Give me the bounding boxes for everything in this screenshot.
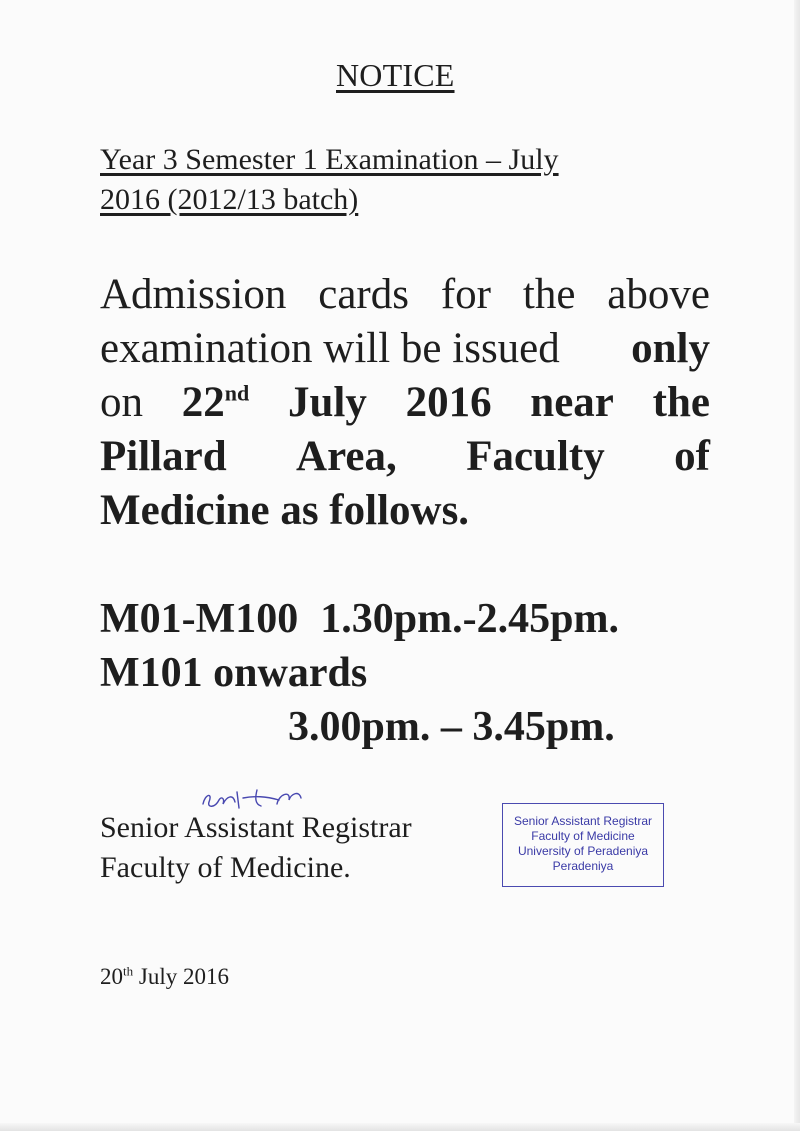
issue-day-ordinal: nd	[224, 380, 250, 406]
announcement-word: near	[530, 379, 614, 426]
announcement-word: for	[440, 271, 491, 318]
announcement-line-2	[100, 322, 710, 376]
schedule-range-group-1: M01-M100	[100, 596, 299, 642]
announcement-word: Faculty	[466, 433, 605, 480]
issue-date-day	[182, 376, 249, 430]
announcement-word: cards	[318, 271, 409, 318]
date-day: 20	[100, 964, 123, 989]
page-edge-right	[794, 0, 800, 1131]
announcement-word: Area,	[296, 433, 397, 480]
announcement-word: 2016	[405, 379, 492, 426]
stamp-line-4: Peradeniya	[552, 859, 614, 873]
announcement-line-4	[100, 430, 710, 484]
issue-schedule	[100, 592, 720, 754]
announcement-word: Admission	[100, 271, 287, 318]
signatory-faculty: Faculty of Medicine.	[100, 851, 351, 884]
announcement-word: on	[100, 379, 143, 426]
stamp-line-2: Faculty of Medicine	[531, 829, 635, 843]
announcement-line-3	[100, 376, 710, 430]
stamp-line-3: University of Peradeniya	[517, 844, 649, 858]
announcement-text: examination will be issued	[100, 325, 560, 372]
official-stamp	[502, 803, 664, 887]
exam-heading-line-2: 2016 (2012/13 batch)	[100, 183, 359, 216]
issue-day-number: 22	[181, 379, 225, 426]
announcement-word: the	[522, 271, 576, 318]
announcement-word: Pillard	[100, 433, 227, 480]
schedule-range-group-2: M101 onwards	[100, 650, 368, 696]
schedule-time-group-2: 3.00pm. – 3.45pm.	[288, 704, 615, 750]
date-month-year: July 2016	[133, 964, 229, 989]
page-edge-bottom	[0, 1123, 800, 1131]
announcement-line-5: Medicine as follows.	[100, 487, 470, 534]
admission-announcement	[100, 268, 710, 538]
signatory-title: Senior Assistant Registrar	[100, 811, 412, 844]
announcement-word: the	[652, 379, 710, 426]
schedule-row-group-1	[100, 592, 720, 646]
announcement-word: July	[287, 379, 367, 426]
signatory-block	[100, 808, 490, 888]
exam-heading	[100, 140, 680, 220]
announcement-word: above	[607, 271, 710, 318]
announcement-word: of	[674, 433, 710, 480]
stamp-line-1: Senior Assistant Registrar	[513, 814, 653, 828]
date-ordinal: th	[123, 963, 134, 979]
announcement-emphasis-only: only	[631, 325, 710, 372]
notice-date	[100, 962, 229, 992]
exam-heading-line-1: Year 3 Semester 1 Examination – July	[100, 143, 559, 176]
notice-title: NOTICE	[336, 57, 455, 93]
schedule-time-group-1: 1.30pm.-2.45pm.	[320, 596, 619, 642]
announcement-line-1	[100, 268, 710, 322]
